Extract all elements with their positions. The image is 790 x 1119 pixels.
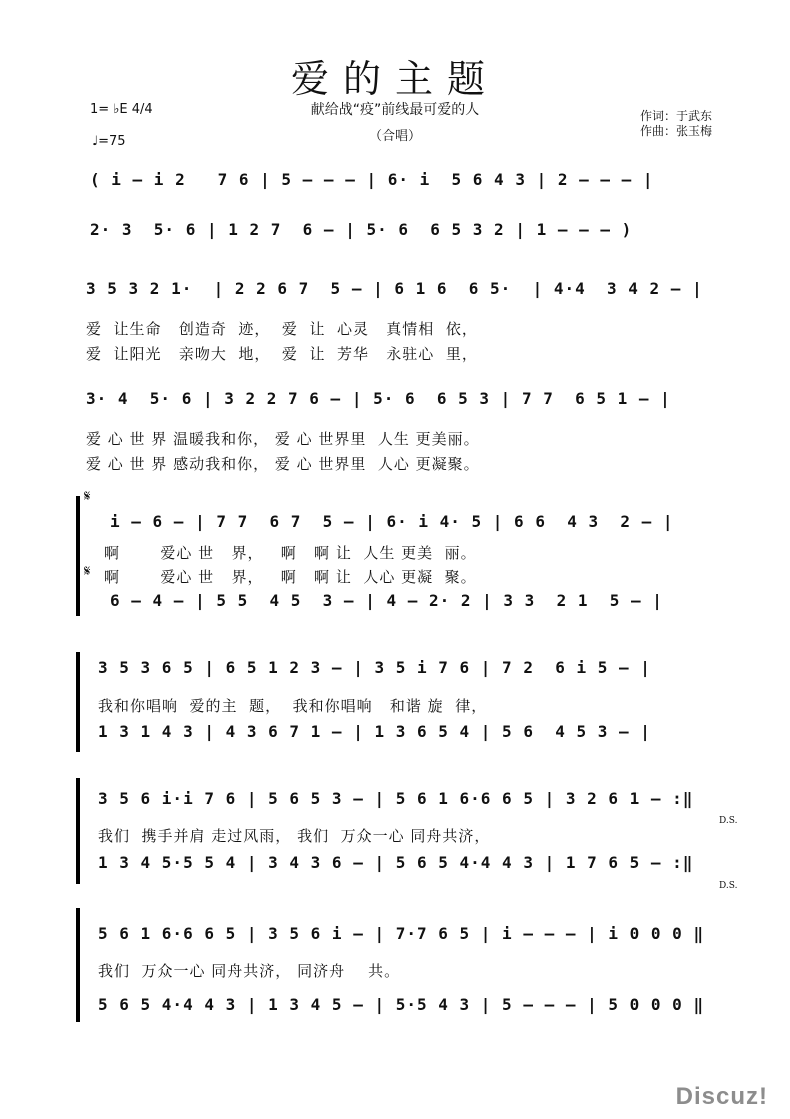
performance-type: （合唱） — [368, 129, 421, 144]
refrain-system-brace — [76, 778, 80, 884]
verse-1-lyric-b: 爱 让阳光 亲吻大 地， 爱 让 芳华 永驻心 里， — [86, 345, 478, 363]
refrain-upper-notes: 3 5 6 i·i 7 6 | 5 6 5 3 – | 5 6 1 6·6 6 5 | 3 2 6 1 – :‖ — [98, 789, 694, 808]
bridge-upper-notes: 3 5 3 6 5 | 6 5 1 2 3 – | 3 5 i 7 6 | 7 2 6 i 5 – | — [98, 658, 651, 677]
coda-system-brace — [76, 908, 80, 1022]
bridge-system-brace — [76, 652, 80, 752]
ds-marking-lower: D.S. — [719, 881, 738, 891]
verse-2-notes: 3· 4 5· 6 | 3 2 2 7 6 – | 5· 6 6 5 3 | 7 7 6 5 1 – | — [86, 389, 671, 408]
song-dedication: 献给战“疫”前线最可爱的人 — [310, 102, 480, 118]
song-title: 爱的主题 — [290, 57, 499, 101]
verse-2-lyric-a: 爱 心 世 界 温暖我和你， 爱 心 世界里 人生 更美丽。 — [86, 430, 480, 448]
coda-lower-notes: 5 6 5 4·4 4 3 | 1 3 4 5 – | 5·5 4 3 | 5 – – – | 5 0 0 0 ‖ — [98, 995, 705, 1014]
bridge-lyric: 我和你唱响 爱的主 题， 我和你唱响 和谐 旋 律， — [98, 697, 488, 715]
intro-line-2: 2· 3 5· 6 | 1 2 7 6 – | 5· 6 6 5 3 2 | 1 – – – ) — [90, 220, 633, 239]
coda-upper-notes: 5 6 1 6·6 6 5 | 3 5 6 i – | 7·7 6 5 | i – – – | i 0 0 0 ‖ — [98, 924, 705, 943]
refrain-lower-notes: 1 3 4 5·5 5 4 | 3 4 3 6 – | 5 6 5 4·4 4 3 | 1 7 6 5 – :‖ — [98, 853, 694, 872]
chorus-lower-notes: 6 – 4 – | 5 5 4 5 3 – | 4 – 2· 2 | 3 3 2 1 5 – | — [110, 591, 663, 610]
bridge-lower-notes: 1 3 1 4 3 | 4 3 6 7 1 – | 1 3 6 5 4 | 5 6 4 5 3 – | — [98, 722, 651, 741]
chorus-system-brace — [76, 496, 80, 616]
verse-1-lyric-a: 爱 让生命 创造奇 迹， 爱 让 心灵 真情相 依， — [86, 320, 478, 338]
verse-2-lyric-b: 爱 心 世 界 感动我和你， 爱 心 世界里 人心 更凝聚。 — [86, 455, 480, 473]
coda-lyric: 我们 万众一心 同舟共济， 同济舟 共。 — [98, 962, 401, 980]
composer-credit: 作曲：张玉梅 — [640, 124, 713, 138]
lyricist-credit: 作词：于武东 — [640, 109, 713, 123]
tempo-marking: ♩=75 — [92, 134, 126, 149]
segno-sign-lower: 𝄋 — [84, 562, 91, 580]
verse-1-notes: 3 5 3 2 1· | 2 2 6 7 5 – | 6 1 6 6 5· | 4·4 3 4 2 – | — [86, 279, 703, 298]
chorus-upper-notes: i – 6 – | 7 7 6 7 5 – | 6· i 4· 5 | 6 6 4 3 2 – | — [110, 512, 674, 531]
key-signature: 1= ♭E 4/4 — [90, 102, 153, 117]
chorus-lyric-a: 啊 爱心 世 界， 啊 啊 让 人生 更美 丽。 — [104, 544, 477, 562]
ds-marking-upper: D.S. — [719, 816, 738, 826]
segno-sign-upper: 𝄋 — [84, 487, 91, 505]
chorus-lyric-b: 啊 爱心 世 界， 啊 啊 让 人心 更凝 聚。 — [104, 568, 477, 586]
forum-watermark: Discuz! — [675, 1083, 768, 1110]
intro-line-1: ( i – i 2 7 6 | 5 – – – | 6· i 5 6 4 3 | 2 – – – | — [90, 170, 654, 189]
refrain-lyric: 我们 携手并肩 走过风雨， 我们 万众一心 同舟共济， — [98, 827, 491, 845]
